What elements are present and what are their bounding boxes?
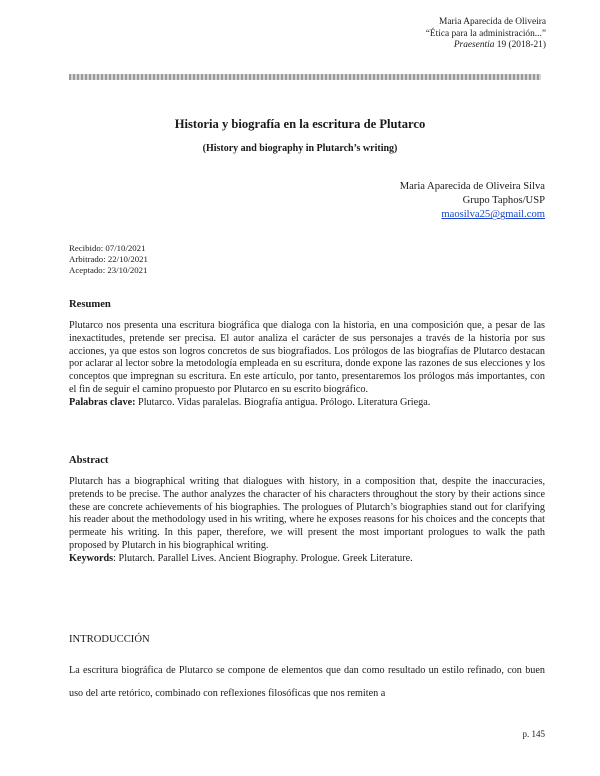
abstract-section bbox=[69, 476, 545, 566]
intro-heading: INTRODUCCIÓN bbox=[69, 634, 150, 645]
author-block bbox=[400, 180, 545, 223]
header-journal: Praesentia bbox=[453, 40, 495, 51]
header-rule bbox=[69, 74, 541, 80]
abstract-keywords bbox=[69, 553, 545, 566]
header-issue: 19 (2018-21) bbox=[494, 40, 546, 51]
resumen-keywords-label: Palabras clave: bbox=[69, 396, 136, 408]
intro-text: La escritura biográfica de Plutarco se compone de elementos que dan como resultado un estilo refinado, con buen uso del arte retórico, combinado con reflexiones filosóficas que nos remiten a bbox=[69, 665, 545, 699]
header-article: “Ética para la administración...” bbox=[425, 28, 546, 39]
date-accepted: Aceptado: 23/10/2021 bbox=[69, 265, 148, 276]
date-arbitrated: Arbitrado: 22/10/2021 bbox=[69, 254, 148, 265]
header-author: Maria Aparecida de Oliveira bbox=[439, 17, 546, 27]
author-affiliation: Grupo Taphos/USP bbox=[462, 195, 545, 207]
paper-subtitle: (History and biography in Plutarch’s writing) bbox=[202, 143, 398, 154]
page-number: p. 145 bbox=[522, 729, 545, 739]
abstract-keywords-list: : Plutarch. Parallel Lives. Ancient Biography. Prologue. Greek Literature. bbox=[113, 552, 413, 564]
date-received: Recibido: 07/10/2021 bbox=[69, 243, 146, 253]
abstract-text: Plutarch has a biographical writing that dialogues with history, in a composition that, despite the inaccuracies, pretends to be precise. The author analyzes the character of his characters throughout the story by their actions since these are concrete achievements of his biographies. The prologues of Plutarch’s biographies stand out for clarifying his reader about the methodology used in his writing, where he exposes reasons for his choices and the concepts that permeate his writing. In this paper, therefore, we will present the most important prologues to walk the path proposed by Plutarch in his biographical writing. bbox=[69, 476, 545, 551]
resumen-heading: Resumen bbox=[69, 299, 111, 310]
abstract-keywords-label: Keywords bbox=[69, 552, 114, 564]
resumen-section bbox=[69, 320, 545, 410]
author-name: Maria Aparecida de Oliveira Silva bbox=[399, 181, 545, 192]
running-header bbox=[426, 17, 546, 52]
paper-title: Historia y biografía en la escritura de Plutarco bbox=[174, 117, 426, 131]
dates-block bbox=[69, 243, 148, 277]
abstract-heading: Abstract bbox=[69, 455, 109, 466]
resumen-keywords-list: Plutarco. Vidas paralelas. Biografía antigua. Prólogo. Literatura Griega. bbox=[135, 396, 431, 408]
resumen-text: Plutarco nos presenta una escritura biográfica que dialoga con la historia, en una composición que, a pesar de las inexactitudes, pretende ser precisa. El autor analiza el carácter de sus personajes a través de la historia por sus acciones, ya que estos son logros concretos de sus biografiados. Los prólogos de las biografías de Plutarco destacan por aclarar al lector sobre la metodología empleada en su escritura, donde expone las razones de sus elecciones y los conceptos que impregnan su escritura. En este artículo, por tanto, presentaremos los prólogos más importantes, con el fin de seguir el camino propuesto por Plutarco en su escrito biográfico. bbox=[69, 320, 545, 395]
header-journal-line bbox=[426, 40, 546, 52]
author-email-link[interactable]: maosilva25@gmail.com bbox=[441, 209, 545, 221]
resumen-keywords bbox=[69, 397, 545, 410]
